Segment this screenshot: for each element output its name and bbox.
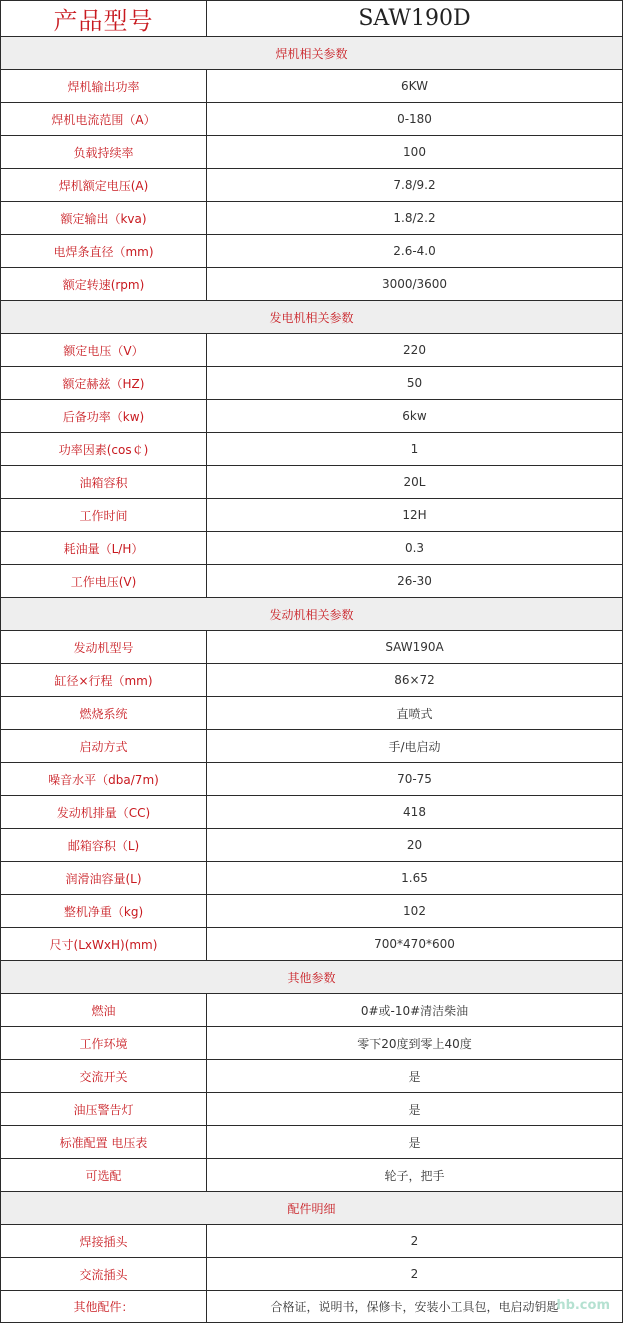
spec-label: 焊机电流范围（A） [1,103,207,136]
spec-value: 轮子，把手 [207,1159,623,1192]
table-row [1,268,623,301]
spec-value: 50 [207,367,623,400]
table-row [1,796,623,829]
spec-label: 标准配置 电压表 [1,1126,207,1159]
table-row [1,730,623,763]
spec-label: 油箱容积 [1,466,207,499]
spec-value: 12H [207,499,623,532]
spec-value: 86×72 [207,664,623,697]
spec-label: 焊机额定电压(A) [1,169,207,202]
table-row [1,697,623,730]
spec-value: 20L [207,466,623,499]
spec-label: 燃烧系统 [1,697,207,730]
spec-value: 0#或-10#清洁柴油 [207,994,623,1027]
table-row [1,532,623,565]
spec-label: 功率因素(cos￠) [1,433,207,466]
spec-value: 1 [207,433,623,466]
spec-value: 700*470*600 [207,928,623,961]
table-row [1,499,623,532]
spec-label: 焊接插头 [1,1225,207,1258]
spec-label: 燃油 [1,994,207,1027]
spec-label: 负载持续率 [1,136,207,169]
spec-value: 手/电启动 [207,730,623,763]
table-row [1,334,623,367]
spec-value: 0-180 [207,103,623,136]
table-row [1,1060,623,1093]
spec-label: 可选配 [1,1159,207,1192]
table-row [1,1225,623,1258]
spec-label: 交流开关 [1,1060,207,1093]
table-row [1,367,623,400]
table-row [1,928,623,961]
spec-value: 直喷式 [207,697,623,730]
section-title: 其他参数 [1,961,623,994]
table-row [1,1093,623,1126]
spec-label: 工作电压(V) [1,565,207,598]
spec-value: 2.6-4.0 [207,235,623,268]
table-row [1,565,623,598]
table-row [1,1291,623,1323]
table-row [1,631,623,664]
spec-label: 整机净重（kg) [1,895,207,928]
spec-value: 418 [207,796,623,829]
section-header-generator [1,301,623,334]
spec-value: 6KW [207,70,623,103]
spec-label: 额定电压（V） [1,334,207,367]
spec-value: 100 [207,136,623,169]
model-label: 产品型号 [1,1,207,37]
spec-value: 20 [207,829,623,862]
spec-value: 1.65 [207,862,623,895]
spec-value: 7.8/9.2 [207,169,623,202]
spec-label: 工作时间 [1,499,207,532]
spec-value: 2 [207,1225,623,1258]
spec-value: 是 [207,1060,623,1093]
table-row [1,1258,623,1291]
spec-label: 润滑油容量(L) [1,862,207,895]
table-row [1,466,623,499]
spec-value: 102 [207,895,623,928]
table-row [1,433,623,466]
spec-label: 额定赫兹（HZ) [1,367,207,400]
table-row [1,664,623,697]
table-row [1,70,623,103]
table-row [1,829,623,862]
spec-table-body [1,1,623,1323]
table-row [1,1159,623,1192]
spec-value: 是 [207,1093,623,1126]
spec-value: 1.8/2.2 [207,202,623,235]
section-header-other [1,961,623,994]
model-row [1,1,623,37]
spec-label: 耗油量（L/H） [1,532,207,565]
spec-label: 焊机输出功率 [1,70,207,103]
spec-value: 3000/3600 [207,268,623,301]
table-row [1,235,623,268]
section-title: 焊机相关参数 [1,37,623,70]
spec-value: 26-30 [207,565,623,598]
spec-label: 交流插头 [1,1258,207,1291]
table-row [1,895,623,928]
spec-label: 油压警告灯 [1,1093,207,1126]
spec-value: 6kw [207,400,623,433]
spec-label: 尺寸(LxWxH)(mm) [1,928,207,961]
table-row [1,1027,623,1060]
table-row [1,103,623,136]
spec-label: 电焊条直径（mm) [1,235,207,268]
spec-label: 额定输出（kva) [1,202,207,235]
section-header-accessories [1,1192,623,1225]
table-row [1,136,623,169]
spec-label: 额定转速(rpm) [1,268,207,301]
spec-value: 零下20度到零上40度 [207,1027,623,1060]
spec-label: 邮箱容积（L) [1,829,207,862]
spec-value: 220 [207,334,623,367]
table-row [1,202,623,235]
spec-label: 其他配件： [1,1291,207,1323]
table-row [1,400,623,433]
spec-value: 0.3 [207,532,623,565]
spec-label: 后备功率（kw) [1,400,207,433]
spec-label: 发动机排量（CC) [1,796,207,829]
watermark: hb.com [556,1298,610,1313]
table-row [1,994,623,1027]
spec-label: 缸径×行程（mm) [1,664,207,697]
table-row [1,1126,623,1159]
spec-value: 是 [207,1126,623,1159]
table-row [1,862,623,895]
spec-label: 工作环境 [1,1027,207,1060]
model-value: SAW190D [207,1,623,37]
section-title: 发电机相关参数 [1,301,623,334]
spec-value: 合格证，说明书，保修卡，安装小工具包，电启动钥匙 [207,1291,623,1323]
spec-value: 2 [207,1258,623,1291]
section-title: 配件明细 [1,1192,623,1225]
table-row [1,763,623,796]
section-header-engine [1,598,623,631]
table-row [1,169,623,202]
spec-label: 噪音水平（dba/7m) [1,763,207,796]
spec-value: SAW190A [207,631,623,664]
section-title: 发动机相关参数 [1,598,623,631]
spec-value: 70-75 [207,763,623,796]
section-header-welding [1,37,623,70]
spec-label: 启动方式 [1,730,207,763]
spec-label: 发动机型号 [1,631,207,664]
